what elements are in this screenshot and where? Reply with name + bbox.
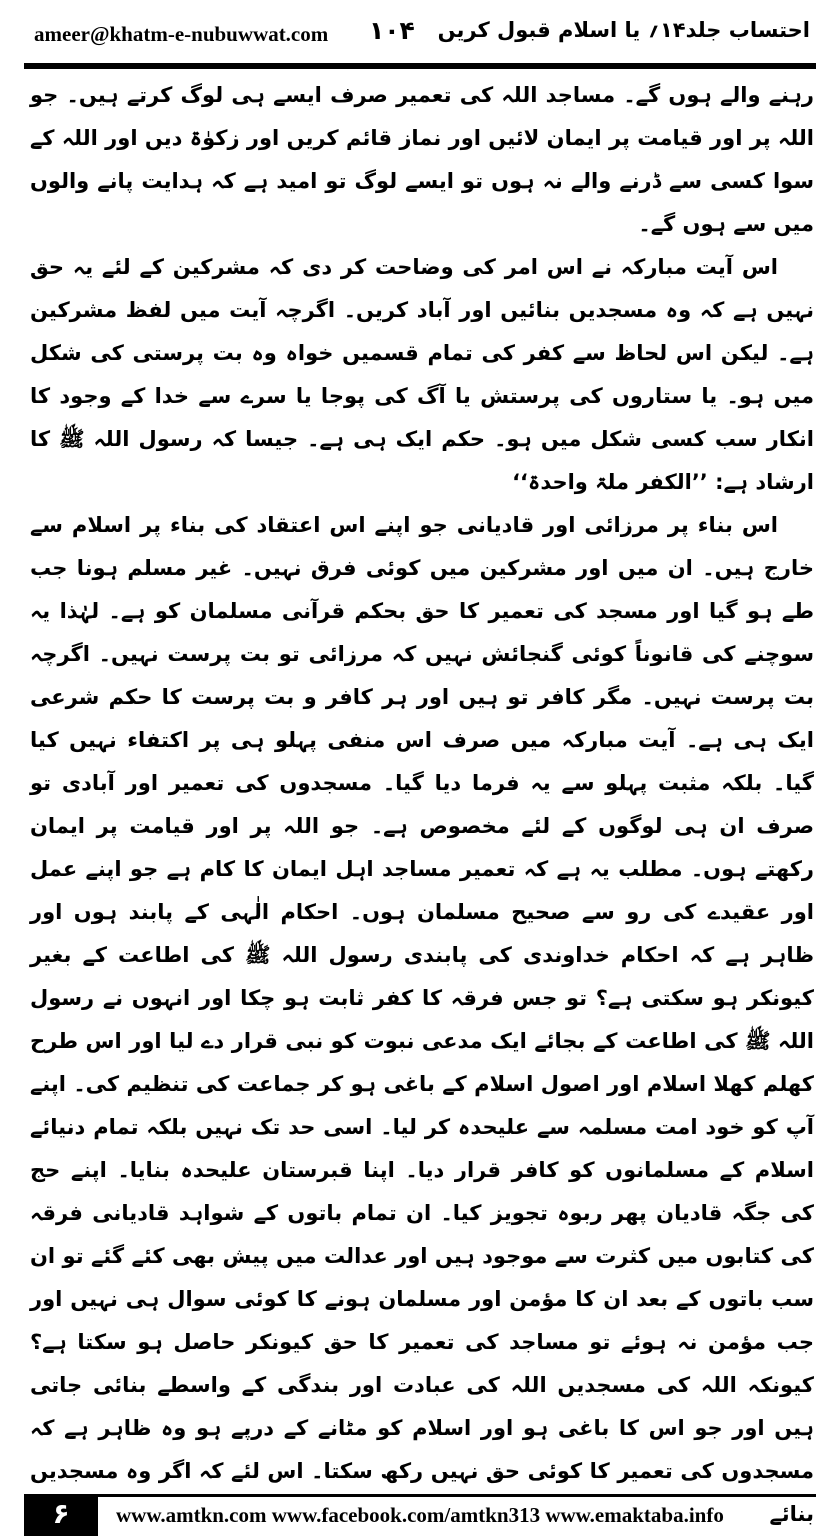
page-header <box>24 14 816 54</box>
page-number: ۱۰۴ <box>369 16 415 45</box>
header-rule <box>24 63 816 69</box>
footer-page-box: ۶ <box>24 1494 98 1536</box>
paragraph-1: رہنے والے ہوں گے۔ مساجد اللہ کی تعمیر صرف ایسے ہی لوگ کرتے ہیں۔ جو اللہ پر اور قیامت پر ایمان لائیں اور نماز قائم کریں اور زکوٰۃ دیں اور اللہ کے سوا کسی سے ڈرنے والے نہ ہوں تو ایسے لوگ تو امید ہے کہ ہدایت پانے والوں میں سے ہوں گے۔ <box>30 83 814 236</box>
body-text <box>30 74 814 1536</box>
paragraph-2: اس آیت مبارکہ نے اس امر کی وضاحت کر دی کہ مشرکین کے لئے یہ حق نہیں ہے کہ وہ مسجدیں بنائیں اور آباد کریں۔ اگرچہ آیت میں لفظ مشرکین ہے۔ لیکن اس لحاظ سے کفر کی تمام قسمیں خواہ وہ بت پرستی کی شکل میں ہو۔ یا ستاروں کی پرستش یا آگ کی پوجا یا سرے سے خدا کے وجود کا انکار سب کسی شکل میں ہو۔ حکم ایک ہی ہے۔ جیسا کہ رسول اللہ ﷺ کا ارشاد ہے: ’’الکفر ملۃ واحدۃ‘‘ <box>30 255 814 494</box>
book-title: احتساب جلد۱۴؍ یا اسلام قبول کریں <box>437 18 810 42</box>
footer-rule <box>24 1494 816 1497</box>
header-email: ameer@khatm-e-nubuwwat.com <box>34 22 329 46</box>
paragraph-3: اس بناء پر مرزائی اور قادیانی جو اپنے اس اعتقاد کی بناء پر اسلام سے خارج ہیں۔ ان میں اور مشرکین میں کوئی فرق نہیں۔ غیر مسلم ہونا جب طے ہو گیا اور مسجد کی تعمیر کا حق بحکم قرآنی مسلمان کو ہے۔ لہٰذا یہ سوچنے کی قانوناً کوئی گنجائش نہیں کہ مرزائی تو بت پرست نہیں۔ اگرچہ بت پرست نہیں۔ مگر کافر تو ہیں اور ہر کافر و بت پرست کا حکم شرعی ایک ہی ہے۔ آیت مبارکہ میں صرف اس منفی پہلو ہی پر اکتفاء نہیں کیا گیا۔ بلکہ مثبت پہلو سے یہ فرما دیا گیا۔ مسجدوں کی تعمیر اور آبادی تو صرف ان ہی لوگوں کے لئے مخصوص ہے۔ جو اللہ پر اور قیامت پر ایمان رکھتے ہوں۔ مطلب یہ ہے کہ تعمیر مساجد اہل ایمان کا کام ہے جو اپنے عمل اور عقیدے کی رو سے صحیح مسلمان ہوں۔ احکام الٰہی کے پابند ہوں اور ظاہر ہے کہ احکام خداوندی کی پابندی رسول اللہ ﷺ کی اطاعت کے بغیر کیونکر ہو سکتی ہے؟ تو جس فرقہ کا کفر ثابت ہو چکا اور انہوں نے رسول اللہ ﷺ کی اطاعت کے بجائے ایک مدعی نبوت کو نبی قرار دے لیا اور اس طرح کھلم کھلا اسلام اور اصول اسلام کے باغی ہو کر جماعت کی تنظیم کی۔ اپنے آپ کو خود امت مسلمہ سے علیحدہ کر لیا۔ اسی حد تک نہیں بلکہ تمام دنیائے اسلام کے مسلمانوں کو کافر قرار دیا۔ اپنا قبرستان علیحدہ بنایا۔ اپنے حج کی جگہ قادیان پھر ربوہ تجویز کیا۔ ان تمام باتوں کے شواہد قادیانی فرقہ کی کتابوں میں کثرت سے موجود ہیں اور عدالت میں پیش بھی کئے گئے تو ان سب باتوں کے بعد ان کا مؤمن اور مسلمان ہونے کا کوئی سوال ہی نہیں اور جب مؤمن نہ ہوئے تو مساجد کی تعمیر کا حق کیونکر حاصل ہو سکتا ہے؟ کیونکہ اللہ کی مسجدیں اللہ کی عبادت اور بندگی کے واسطے بنائی جاتی ہیں اور جو اس کا باغی ہو اور اسلام کو مٹانے کے درپے ہو وہ ظاہر ہے کہ مسجدوں کی تعمیر کا کوئی حق نہیں رکھ سکتا۔ اس لئے کہ اگر وہ مسجدیں بنائے <box>30 513 814 1526</box>
footer-links: www.amtkn.com www.facebook.com/amtkn313 www.emaktaba.info <box>116 1503 724 1527</box>
